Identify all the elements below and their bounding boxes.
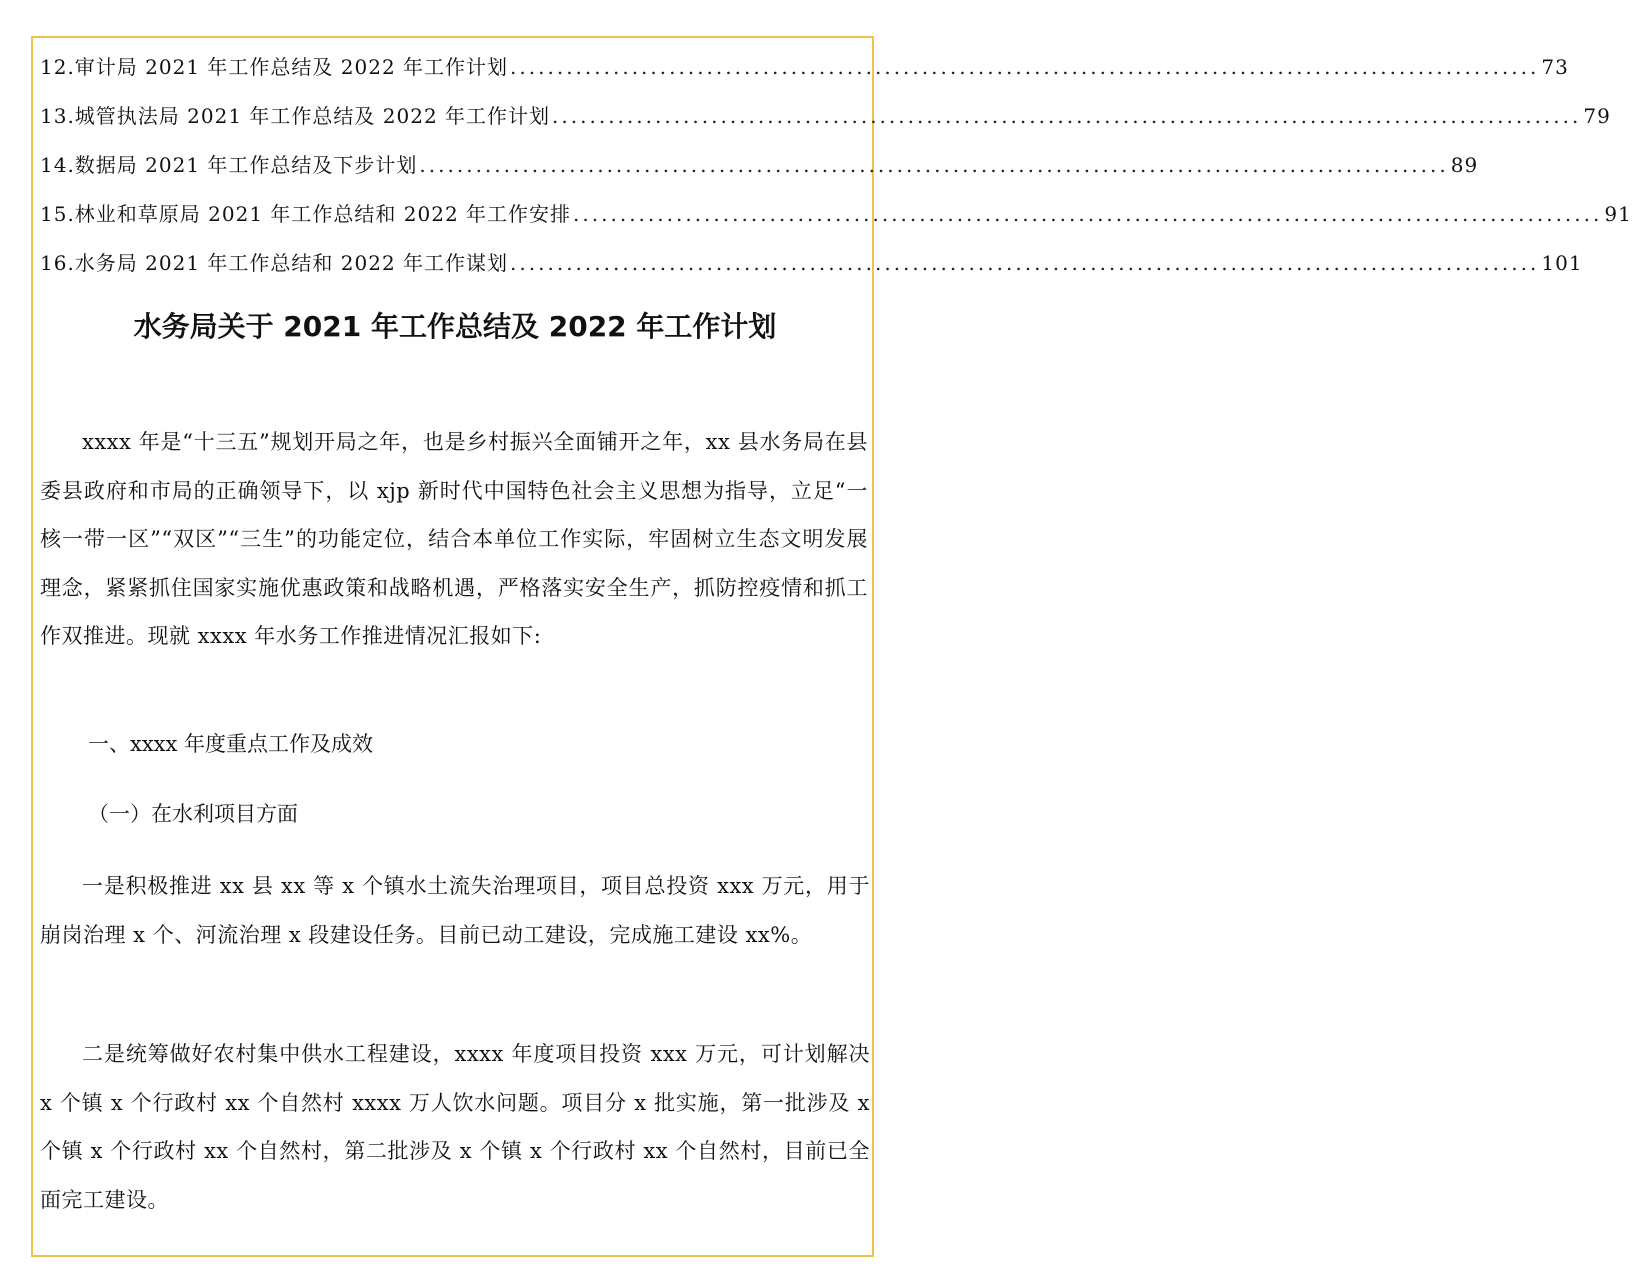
body-paragraph: 二是统筹做好农村集中供水工程建设，xxxx 年度项目投资 xxx 万元，可计划解决 x 个镇 x 个行政村 xx 个自然村 xxxx 万人饮水问题。项目分 x 批实施，第一批涉及 x 个镇 x 个行政村 xx 个自然村，第二批涉及 x 个镇 x 个行政村 xx 个自然村，目前已全面完工建设。: [40, 1042, 870, 1212]
body-paragraph: 一是积极推进 xx 县 xx 等 x 个镇水土流失治理项目，项目总投资 xxx 万元，用于崩岗治理 x 个、河流治理 x 段建设任务。目前已动工建设，完成施工建设 xx%。: [40, 874, 870, 947]
toc-leader-dots: ..............................................................................................................: [510, 55, 1540, 79]
document-title: 水务局关于 2021 年工作总结及 2022 年工作计划: [133, 310, 777, 343]
toc-entry-page: 73: [1541, 55, 1569, 79]
toc-entry[interactable]: [40, 97, 1611, 146]
toc-entry-title: 14.数据局 2021 年工作总结及下步计划: [40, 153, 418, 177]
toc-leader-dots: ..............................................................................................................: [510, 251, 1540, 275]
table-of-contents: [40, 48, 1632, 293]
toc-entry[interactable]: [40, 48, 1569, 97]
intro-section: [40, 418, 868, 661]
toc-leader-dots: ..............................................................................................................: [552, 104, 1582, 128]
toc-entry-title: 15.林业和草原局 2021 年工作总结和 2022 年工作安排: [40, 202, 572, 226]
toc-entry-title: 16.水务局 2021 年工作总结和 2022 年工作谋划: [40, 251, 509, 275]
subsection-heading: （一）在水利项目方面: [88, 802, 298, 826]
body-section: [40, 1030, 870, 1224]
toc-entry[interactable]: [40, 146, 1479, 195]
toc-entry-title: 13.城管执法局 2021 年工作总结及 2022 年工作计划: [40, 104, 551, 128]
toc-entry-title: 12.审计局 2021 年工作总结及 2022 年工作计划: [40, 55, 509, 79]
toc-entry-page: 101: [1541, 251, 1583, 275]
toc-entry[interactable]: [40, 195, 1632, 244]
intro-paragraph: xxxx 年是“十三五”规划开局之年，也是乡村振兴全面铺开之年，xx 县水务局在县委县政府和市局的正确领导下，以 xjp 新时代中国特色社会主义思想为指导，立足“一核一带一区”“双区”“三生”的功能定位，结合本单位工作实际，牢固树立生态文明发展理念，紧紧抓住国家实施优惠政策和战略机遇，严格落实安全生产，抓防控疫情和抓工作双推进。现就 xxxx 年水务工作推进情况汇报如下:: [40, 430, 868, 648]
toc-leader-dots: ..............................................................................................................: [419, 153, 1449, 177]
toc-entry[interactable]: [40, 244, 1583, 293]
toc-entry-page: 79: [1583, 104, 1611, 128]
toc-entry-page: 89: [1450, 153, 1479, 177]
body-section: [40, 862, 870, 959]
toc-entry-page: 91: [1604, 202, 1632, 226]
toc-leader-dots: ..............................................................................................................: [573, 202, 1603, 226]
section-heading: 一、xxxx 年度重点工作及成效: [88, 732, 374, 756]
